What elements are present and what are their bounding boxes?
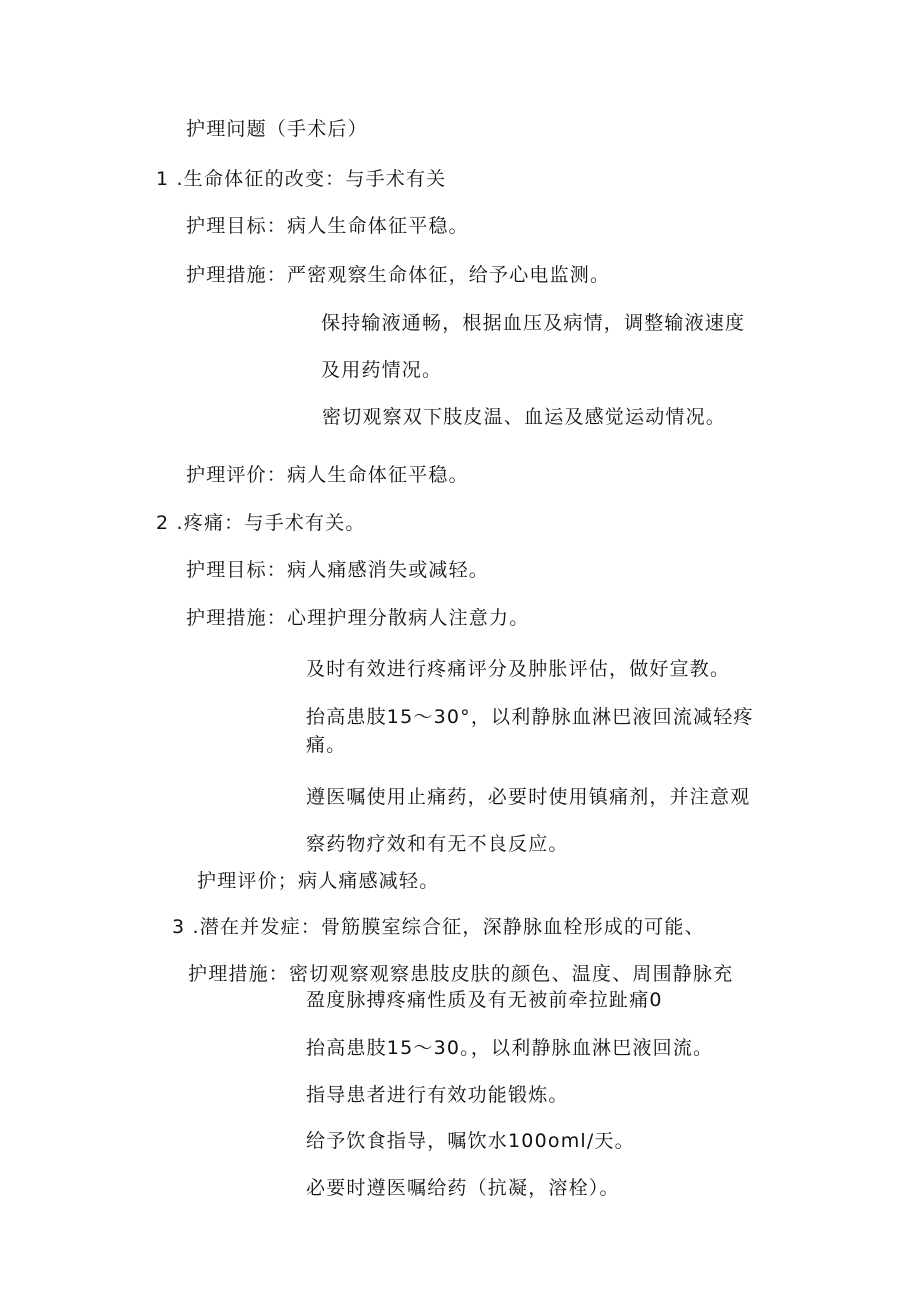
document-heading: 护理问题（手术后） xyxy=(186,118,368,140)
section-3-measure: 指导患者进行有效功能锻炼。 xyxy=(306,1084,569,1106)
section-2-measure: 遵医嘱使用止痛药，必要时使用镇痛剂，并注意观 xyxy=(306,786,751,808)
section-1-measure: 保持输液通畅，根据血压及病情，调整输液速度 xyxy=(321,312,746,334)
section-3-measure: 盈度脉搏疼痛性质及有无被前牵拉趾痛0 xyxy=(306,989,663,1011)
section-2-evaluation: 护理评价；病人痛感减轻。 xyxy=(197,870,440,892)
section-2-measure: 察药物疗效和有无不良反应。 xyxy=(306,833,569,855)
section-2-measure: 及时有效进行疼痛评分及肿胀评估，做好宣教。 xyxy=(306,658,731,680)
section-1-evaluation: 护理评价：病人生命体征平稳。 xyxy=(186,464,469,486)
section-1-goal: 护理目标：病人生命体征平稳。 xyxy=(186,215,469,237)
section-3-title: 3 .潜在并发症：骨筋膜室综合征，深静脉血栓形成的可能、 xyxy=(172,916,705,938)
section-3-measures-first: 护理措施：密切观察观察患肢皮肤的颜色、温度、周围静脉充 xyxy=(188,963,734,985)
section-2-title: 2 .疼痛：与手术有关。 xyxy=(156,512,366,534)
section-1-measure: 密切观察双下肢皮温、血运及感觉运动情况。 xyxy=(322,406,727,428)
section-3-measure: 抬高患肢15～30。，以利静脉血淋巴液回流。 xyxy=(306,1037,714,1059)
section-3-measure: 给予饮食指导，嘱饮水100oml/天。 xyxy=(306,1130,635,1152)
section-3-measure: 必要时遵医嘱给药（抗凝，溶栓）。 xyxy=(306,1177,620,1199)
section-1-title: 1 .生命体征的改变：与手术有关 xyxy=(156,168,447,190)
section-1-measure: 及用药情况。 xyxy=(321,359,443,381)
section-2-measure: 抬高患肢15～30°，以利静脉血淋巴液回流减轻疼 xyxy=(306,706,754,728)
section-1-measures-first: 护理措施：严密观察生命体征，给予心电监测。 xyxy=(186,264,611,286)
section-2-measures-first: 护理措施：心理护理分散病人注意力。 xyxy=(186,607,530,629)
section-2-goal: 护理目标：病人痛感消失或减轻。 xyxy=(186,559,490,581)
section-2-measure: 痛。 xyxy=(306,734,347,756)
